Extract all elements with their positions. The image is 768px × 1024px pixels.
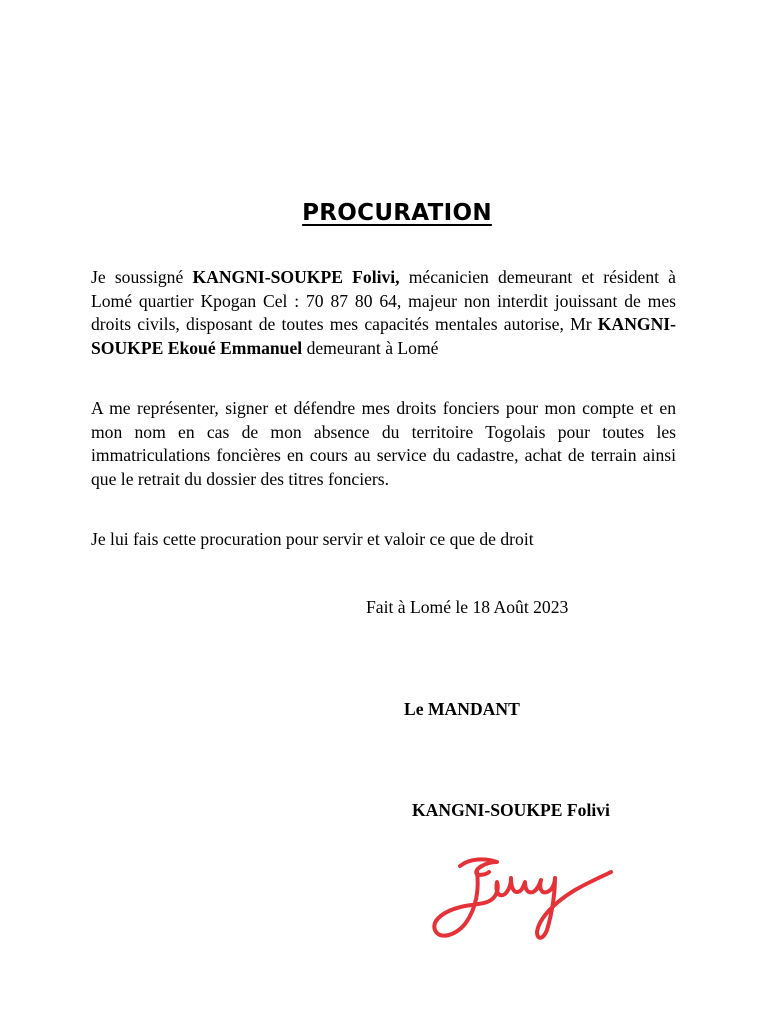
handwritten-signature	[425, 848, 625, 948]
paragraph-powers: A me représenter, signer et défendre mes droits fonciers pour mon compte et en mon nom en cas de mon absence du territoire Togolais pour toutes les immatriculations foncières en cours au service du cadastre, achat de terrain ainsi que le retrait du dossier des titres fonciers.	[91, 398, 676, 489]
document-title-text: PROCURATION	[302, 200, 492, 226]
paragraph-identity-body: mécanicien demeurant et résident à Lomé quartier Kpogan Cel : 70 87 80 64, majeur non interdit jouissant de mes droits civils, disposant de toutes mes capacités mentales autorise, Mr	[91, 267, 676, 334]
place-and-date: Fait à Lomé le 18 Août 2023	[366, 597, 569, 617]
paragraph-identity-end: demeurant à Lomé	[302, 337, 439, 358]
attorney-name: KANGNI-SOUKPE Ekoué Emmanuel	[91, 314, 676, 358]
document-title	[0, 200, 768, 226]
paragraph-closing: Je lui fais cette procuration pour servir et valoir ce que de droit	[91, 529, 534, 549]
paragraph-identity-intro: Je soussigné	[91, 267, 193, 287]
grantor-name: KANGNI-SOUKPE Folivi,	[192, 267, 400, 287]
signer-name: KANGNI-SOUKPE Folivi	[412, 800, 610, 820]
mandant-label: Le MANDANT	[404, 699, 520, 719]
paragraph-identity	[91, 266, 676, 360]
